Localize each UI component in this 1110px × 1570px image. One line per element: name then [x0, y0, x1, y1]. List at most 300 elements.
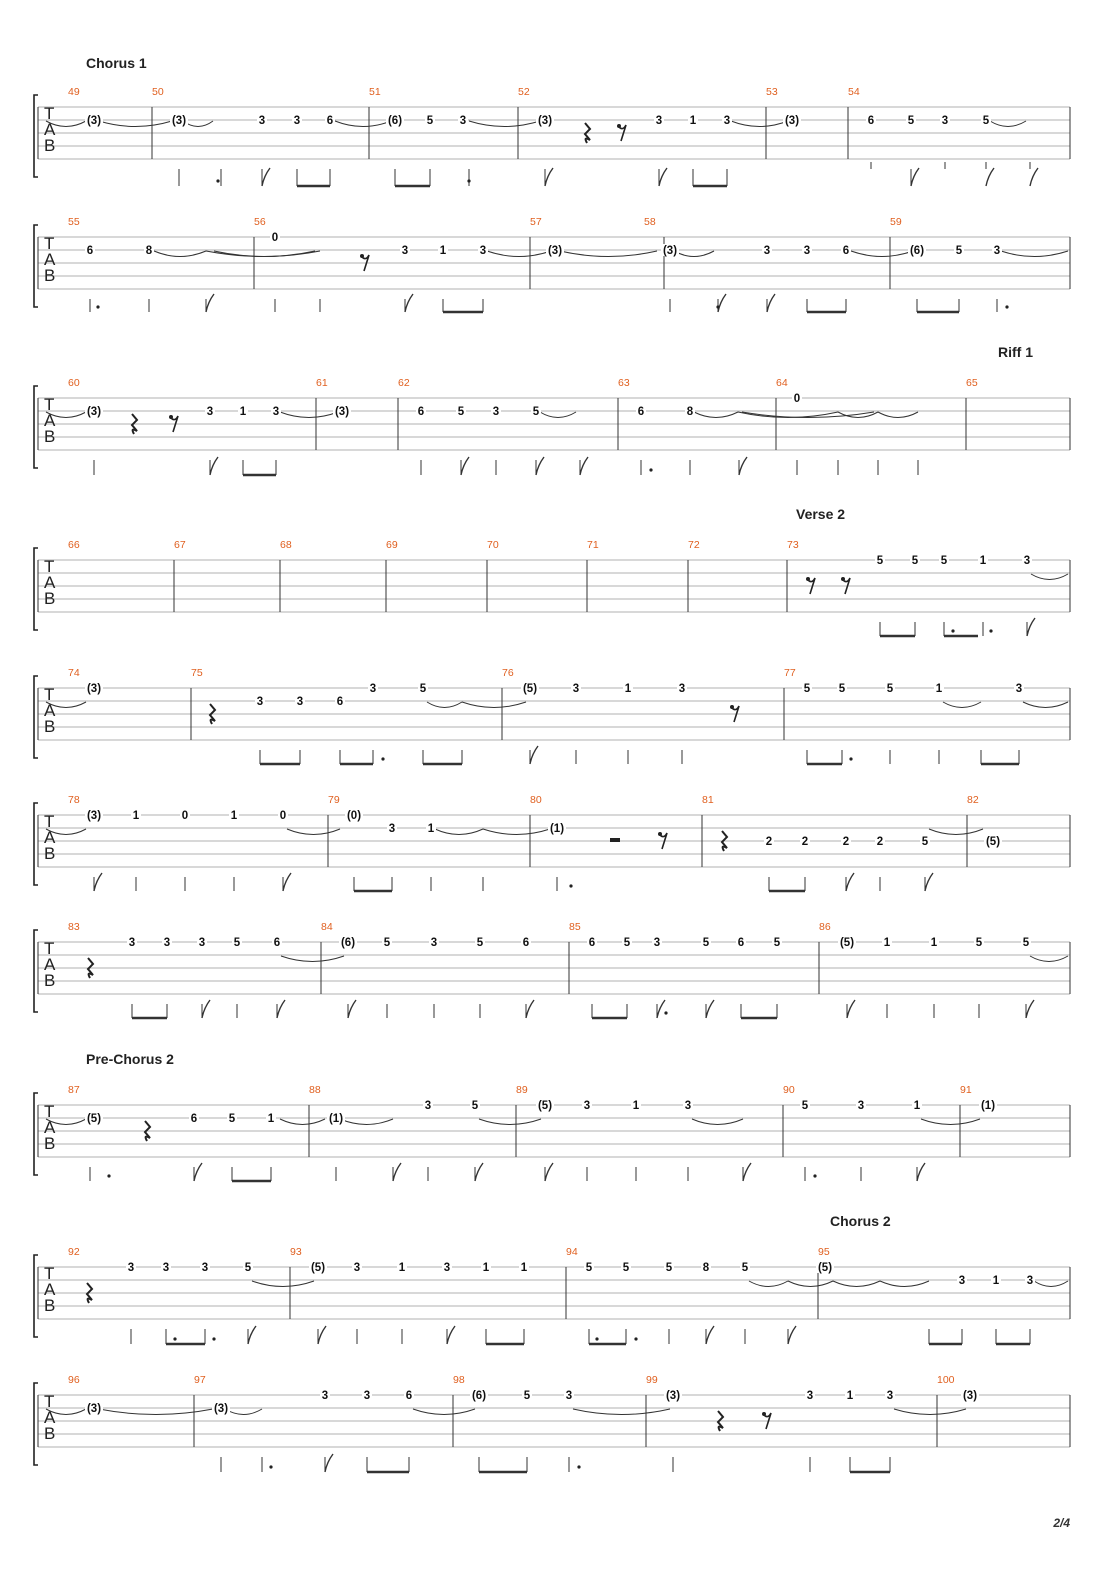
staff-svg	[0, 67, 1110, 197]
fret-number: 3	[388, 823, 396, 835]
tab-clef-letter: B	[44, 1424, 56, 1443]
fret-number: 3	[653, 937, 661, 949]
staff-svg	[0, 1065, 1110, 1195]
rhythm-dot	[569, 884, 572, 887]
fret-number: (3)	[86, 683, 102, 695]
fret-number: 3	[583, 1100, 591, 1112]
rhythm-dot	[173, 1337, 176, 1340]
fret-number: 6	[417, 406, 425, 418]
fret-number: 3	[492, 406, 500, 418]
fret-number: 1	[935, 683, 943, 695]
fret-number: 3	[353, 1262, 361, 1274]
fret-number: 6	[190, 1113, 198, 1125]
fret-number: 3	[430, 937, 438, 949]
tie-arc	[427, 702, 462, 708]
tab-system	[0, 520, 1110, 650]
system-bracket	[34, 1255, 38, 1337]
rhythm-flag	[536, 457, 544, 475]
fret-number: 5	[623, 937, 631, 949]
measure-number: 64	[776, 377, 788, 389]
measure-number: 50	[152, 86, 164, 98]
tab-system	[0, 648, 1110, 778]
measure-number: 77	[784, 667, 796, 679]
fret-number: 5	[886, 683, 894, 695]
section-label: Chorus 2	[830, 1213, 891, 1229]
eighth-rest-dot	[360, 254, 364, 258]
fret-number: 5	[622, 1262, 630, 1274]
fret-number: 2	[801, 836, 809, 848]
eighth-rest-dot	[617, 124, 621, 128]
measure-number: 98	[453, 1374, 465, 1386]
page-number: 2/4	[1053, 1516, 1070, 1530]
rhythm-flag	[718, 294, 726, 312]
tie-arc	[462, 702, 526, 708]
fret-number: 3	[272, 406, 280, 418]
fret-number: 1	[230, 810, 238, 822]
tie-arc	[335, 121, 391, 127]
tab-clef-letter: T	[44, 395, 55, 414]
section-label: Riff 1	[998, 344, 1033, 360]
measure-number: 66	[68, 539, 80, 551]
fret-number: (1)	[549, 823, 565, 835]
fret-number: (3)	[547, 245, 563, 257]
fret-number: 2	[842, 836, 850, 848]
tab-clef-letter: A	[44, 1408, 56, 1427]
rhythm-flag	[393, 1163, 401, 1181]
tab-system	[0, 1065, 1110, 1195]
measure-number: 70	[487, 539, 499, 551]
tie-arc	[280, 1119, 325, 1125]
fret-number: 3	[941, 115, 949, 127]
fret-number: 2	[876, 836, 884, 848]
rhythm-flag	[348, 1000, 356, 1018]
measure-number: 82	[967, 794, 979, 806]
tie-arc	[749, 1281, 788, 1287]
fret-number: 8	[145, 245, 153, 257]
measure-number: 80	[530, 794, 542, 806]
tie-arc	[154, 251, 206, 257]
measure-number: 95	[818, 1246, 830, 1258]
fret-number: 3	[401, 245, 409, 257]
rhythm-flag	[1027, 618, 1035, 636]
rhythm-flag	[530, 746, 538, 764]
fret-number: (5)	[839, 937, 855, 949]
fret-number: (3)	[334, 406, 350, 418]
fret-number: 1	[482, 1262, 490, 1274]
fret-number: 1	[913, 1100, 921, 1112]
measure-number: 85	[569, 921, 581, 933]
measure-number: 71	[587, 539, 599, 551]
fret-number: 3	[655, 115, 663, 127]
fret-number: 6	[737, 937, 745, 949]
eighth-rest-dot	[806, 577, 810, 581]
rhythm-flag	[194, 1163, 202, 1181]
tab-clef-letter: T	[44, 812, 55, 831]
rhythm-flag	[911, 168, 919, 186]
tie-arc	[540, 412, 576, 418]
tab-system	[0, 775, 1110, 905]
tie-arc	[479, 1119, 541, 1125]
fret-number: 1	[398, 1262, 406, 1274]
fret-number: 0	[279, 810, 287, 822]
fret-number: 3	[321, 1390, 329, 1402]
tie-arc	[560, 251, 657, 257]
rhythm-flag	[1030, 168, 1038, 186]
fret-number: 3	[256, 696, 264, 708]
fret-number: 6	[405, 1390, 413, 1402]
fret-number: (0)	[346, 810, 362, 822]
rhythm-flag	[248, 1326, 256, 1344]
tie-arc	[692, 1119, 743, 1125]
measure-number: 55	[68, 216, 80, 228]
tie-arc	[99, 1409, 213, 1415]
tie-arc	[694, 412, 738, 418]
system-bracket	[34, 1093, 38, 1175]
rhythm-dot	[381, 757, 384, 760]
tie-arc	[281, 956, 344, 962]
tie-arc	[99, 121, 172, 127]
fret-number: (5)	[86, 1113, 102, 1125]
rhythm-dot	[467, 179, 470, 182]
measure-number: 54	[848, 86, 860, 98]
fret-number: 3	[723, 115, 731, 127]
staff-svg	[0, 902, 1110, 1032]
system-bracket	[34, 803, 38, 885]
fret-number: 3	[684, 1100, 692, 1112]
rhythm-dot	[989, 629, 992, 632]
fret-number: 3	[1026, 1275, 1034, 1287]
fret-number: 3	[369, 683, 377, 695]
rhythm-flag	[545, 168, 553, 186]
measure-number: 79	[328, 794, 340, 806]
fret-number: (3)	[537, 115, 553, 127]
fret-number: 5	[921, 836, 929, 848]
measure-number: 94	[566, 1246, 578, 1258]
fret-number: 5	[665, 1262, 673, 1274]
staff-svg	[0, 1355, 1110, 1485]
tie-arc	[280, 412, 338, 418]
tie-arc	[483, 829, 550, 835]
fret-number: 3	[958, 1275, 966, 1287]
tab-clef-letter: A	[44, 828, 56, 847]
tab-clef-letter: B	[44, 844, 56, 863]
rhythm-dot	[1005, 305, 1008, 308]
fret-number: 5	[911, 555, 919, 567]
fret-number: 5	[801, 1100, 809, 1112]
rhythm-flag	[986, 168, 994, 186]
tie-arc	[340, 1119, 393, 1125]
tie-arc	[731, 121, 788, 127]
rhythm-dot	[634, 1337, 637, 1340]
measure-number: 51	[369, 86, 381, 98]
fret-number: 3	[763, 245, 771, 257]
rhythm-flag	[659, 168, 667, 186]
fret-number: 5	[471, 1100, 479, 1112]
system-bracket	[34, 225, 38, 307]
tie-arc	[487, 251, 551, 257]
tab-system	[0, 902, 1110, 1032]
tab-clef-letter: A	[44, 120, 56, 139]
tie-arc	[833, 1281, 880, 1287]
fret-number: 3	[293, 115, 301, 127]
fret-number: 5	[876, 555, 884, 567]
staff-svg	[0, 775, 1110, 905]
fret-number: 6	[336, 696, 344, 708]
fret-number: 6	[867, 115, 875, 127]
tab-clef-letter: T	[44, 1264, 55, 1283]
fret-number: (6)	[387, 115, 403, 127]
tab-clef-letter: A	[44, 1280, 56, 1299]
rhythm-dot	[269, 1465, 272, 1468]
fret-number: 1	[239, 406, 247, 418]
tab-clef-letter: A	[44, 250, 56, 269]
tie-arc	[573, 1409, 670, 1415]
measure-number: 96	[68, 1374, 80, 1386]
fret-number: 3	[424, 1100, 432, 1112]
fret-number: 3	[857, 1100, 865, 1112]
fret-number: (3)	[665, 1390, 681, 1402]
fret-number: 5	[955, 245, 963, 257]
fret-number: 1	[439, 245, 447, 257]
measure-number: 99	[646, 1374, 658, 1386]
tab-clef-letter: T	[44, 234, 55, 253]
half-rest	[610, 838, 620, 842]
measure-number: 69	[386, 539, 398, 551]
rhythm-flag	[767, 294, 775, 312]
staff-svg	[0, 520, 1110, 650]
measure-number: 81	[702, 794, 714, 806]
fret-number: 3	[1015, 683, 1023, 695]
tie-arc	[943, 702, 981, 708]
tab-clef-letter: T	[44, 557, 55, 576]
measure-number: 76	[502, 667, 514, 679]
tie-arc	[225, 1409, 262, 1415]
tie-arc	[1023, 702, 1068, 708]
fret-number: 8	[702, 1262, 710, 1274]
tab-clef-letter: T	[44, 939, 55, 958]
measure-number: 60	[68, 377, 80, 389]
fret-number: 5	[532, 406, 540, 418]
fret-number: (3)	[962, 1390, 978, 1402]
measure-number: 100	[937, 1374, 955, 1386]
rhythm-dot	[813, 1174, 816, 1177]
measure-number: 97	[194, 1374, 206, 1386]
rhythm-dot	[716, 305, 719, 308]
fret-number: 5	[476, 937, 484, 949]
fret-number: 5	[585, 1262, 593, 1274]
tie-arc	[1001, 251, 1068, 257]
fret-number: 5	[228, 1113, 236, 1125]
fret-number: (1)	[328, 1113, 344, 1125]
measure-number: 57	[530, 216, 542, 228]
measure-number: 88	[309, 1084, 321, 1096]
system-bracket	[34, 1383, 38, 1465]
rhythm-flag	[706, 1326, 714, 1344]
rhythm-flag	[917, 1163, 925, 1181]
tab-clef-letter: A	[44, 955, 56, 974]
tab-clef-letter: A	[44, 701, 56, 720]
fret-number: 1	[624, 683, 632, 695]
fret-number: (6)	[340, 937, 356, 949]
tab-clef-letter: B	[44, 427, 56, 446]
tab-clef-letter: B	[44, 717, 56, 736]
fret-number: 3	[806, 1390, 814, 1402]
staff-svg	[0, 197, 1110, 327]
rhythm-flag	[846, 873, 854, 891]
rhythm-flag	[739, 457, 747, 475]
measure-number: 91	[960, 1084, 972, 1096]
tab-clef-letter: T	[44, 1102, 55, 1121]
rhythm-flag	[743, 1163, 751, 1181]
eighth-rest-dot	[841, 577, 845, 581]
fret-number: 3	[572, 683, 580, 695]
fret-number: 6	[637, 406, 645, 418]
fret-number: 5	[838, 683, 846, 695]
rhythm-flag	[283, 873, 291, 891]
fret-number: 3	[363, 1390, 371, 1402]
rhythm-flag	[461, 457, 469, 475]
measure-number: 59	[890, 216, 902, 228]
measure-number: 83	[68, 921, 80, 933]
fret-number: 8	[686, 406, 694, 418]
system-bracket	[34, 548, 38, 630]
measure-number: 86	[819, 921, 831, 933]
fret-number: 3	[803, 245, 811, 257]
rhythm-flag	[210, 457, 218, 475]
measure-number: 78	[68, 794, 80, 806]
tie-arc	[1034, 1281, 1068, 1287]
measure-number: 65	[966, 377, 978, 389]
tab-system	[0, 197, 1110, 327]
rhythm-flag	[206, 294, 214, 312]
rhythm-flag	[788, 1326, 796, 1344]
measure-number: 84	[321, 921, 333, 933]
fret-number: 3	[127, 1262, 135, 1274]
fret-number: 6	[588, 937, 596, 949]
tab-clef-letter: T	[44, 104, 55, 123]
fret-number: 3	[1023, 555, 1031, 567]
tie-arc	[878, 412, 918, 418]
rhythm-dot	[951, 629, 954, 632]
rhythm-dot	[649, 468, 652, 471]
fret-number: 0	[181, 810, 189, 822]
fret-number: 5	[419, 683, 427, 695]
section-label: Chorus 1	[86, 55, 147, 71]
tab-clef-letter: B	[44, 136, 56, 155]
fret-number: 5	[773, 937, 781, 949]
fret-number: 1	[267, 1113, 275, 1125]
measure-number: 89	[516, 1084, 528, 1096]
rhythm-dot	[849, 757, 852, 760]
tie-arc	[894, 1409, 966, 1415]
tie-arc	[788, 1281, 833, 1287]
measure-number: 68	[280, 539, 292, 551]
fret-number: 6	[842, 245, 850, 257]
fret-number: 2	[765, 836, 773, 848]
tab-clef-letter: T	[44, 685, 55, 704]
fret-number: 3	[206, 406, 214, 418]
fret-number: 3	[678, 683, 686, 695]
measure-number: 75	[191, 667, 203, 679]
fret-number: 3	[201, 1262, 209, 1274]
rhythm-flag	[847, 1000, 855, 1018]
rhythm-dot	[107, 1174, 110, 1177]
tie-arc	[851, 251, 913, 257]
fret-number: 6	[273, 937, 281, 949]
fret-number: 3	[296, 696, 304, 708]
system-bracket	[34, 676, 38, 758]
fret-number: 1	[930, 937, 938, 949]
measure-number: 62	[398, 377, 410, 389]
fret-number: 6	[86, 245, 94, 257]
rhythm-flag	[325, 1454, 333, 1472]
fret-number: 3	[443, 1262, 451, 1274]
tab-system	[0, 1227, 1110, 1357]
measure-number: 90	[783, 1084, 795, 1096]
fret-number: (5)	[817, 1262, 833, 1274]
rhythm-flag	[580, 457, 588, 475]
rhythm-flag	[262, 168, 270, 186]
rhythm-flag	[318, 1326, 326, 1344]
fret-number: 5	[741, 1262, 749, 1274]
tie-arc	[990, 121, 1026, 127]
tab-clef-letter: B	[44, 1134, 56, 1153]
staff-svg	[0, 648, 1110, 778]
fret-number: (5)	[985, 836, 1001, 848]
tie-arc	[413, 1409, 475, 1415]
tie-arc	[287, 829, 340, 835]
staff-svg	[0, 358, 1110, 488]
fret-number: 5	[975, 937, 983, 949]
fret-number: 3	[459, 115, 467, 127]
fret-number: 5	[426, 115, 434, 127]
fret-number: 5	[1022, 937, 1030, 949]
fret-number: 1	[520, 1262, 528, 1274]
fret-number: 0	[271, 232, 279, 244]
tab-clef-letter: T	[44, 1392, 55, 1411]
rhythm-flag	[545, 1163, 553, 1181]
tie-arc	[929, 829, 983, 835]
measure-number: 74	[68, 667, 80, 679]
fret-number: 3	[128, 937, 136, 949]
tab-clef-letter: A	[44, 573, 56, 592]
fret-number: 3	[198, 937, 206, 949]
measure-number: 87	[68, 1084, 80, 1096]
rhythm-dot	[216, 179, 219, 182]
fret-number: 5	[457, 406, 465, 418]
fret-number: 3	[886, 1390, 894, 1402]
fret-number: 3	[258, 115, 266, 127]
eighth-rest-dot	[658, 832, 662, 836]
fret-number: (3)	[662, 245, 678, 257]
rhythm-flag	[94, 873, 102, 891]
fret-number: 5	[523, 1390, 531, 1402]
fret-number: (6)	[909, 245, 925, 257]
measure-number: 56	[254, 216, 266, 228]
fret-number: (3)	[171, 115, 187, 127]
tie-arc	[674, 251, 714, 257]
fret-number: (3)	[213, 1403, 229, 1415]
tab-clef-letter: B	[44, 971, 56, 990]
fret-number: 1	[979, 555, 987, 567]
tab-system	[0, 358, 1110, 488]
measure-number: 73	[787, 539, 799, 551]
rhythm-flag	[405, 294, 413, 312]
measure-number: 93	[290, 1246, 302, 1258]
tab-clef-letter: A	[44, 411, 56, 430]
rhythm-flag	[657, 1000, 665, 1018]
section-label: Verse 2	[796, 506, 846, 522]
